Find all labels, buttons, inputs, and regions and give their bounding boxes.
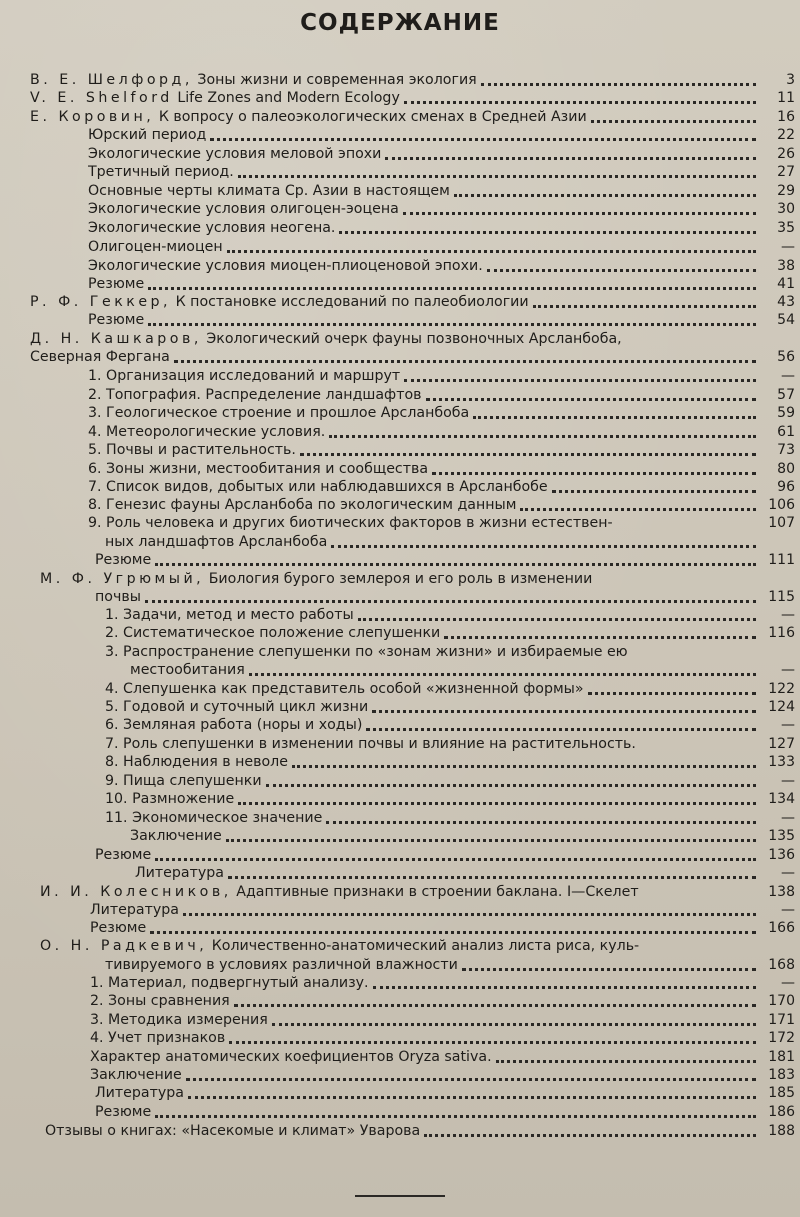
toc-entry-author: О. Н. Радкевич, [40, 938, 208, 954]
toc-entry-text [135, 865, 224, 882]
toc-entry-page: 30 [777, 201, 795, 217]
toc-entry [88, 385, 795, 404]
toc-entry-title: Резюме [88, 312, 145, 328]
dot-leader [533, 304, 756, 308]
toc-entry [105, 771, 795, 790]
dot-leader [234, 1003, 756, 1007]
toc-entry [30, 347, 795, 366]
toc-entry-page: 115 [768, 589, 795, 605]
toc-entry-author: Д. Н. Кашкаров, [30, 331, 202, 347]
dot-leader [329, 434, 756, 438]
toc-entry [88, 477, 795, 496]
dot-leader [174, 359, 756, 363]
toc-entry-text [88, 442, 296, 459]
toc-entry [40, 569, 795, 588]
toc-entry-title: ных ландшафтов Арсланбоба [105, 534, 328, 550]
toc-entry-title: Экологические условия неогена. [88, 220, 336, 236]
toc-entry-page: 3 [786, 72, 795, 88]
toc-entry [88, 459, 795, 478]
toc-entry-title: Отзывы о книгах: «Насекомые и климат» Уварова [45, 1123, 421, 1139]
toc-entry-title: Третичный период. [88, 164, 234, 180]
toc-entry-page: 111 [768, 552, 795, 568]
dot-leader [403, 211, 756, 215]
dot-leader [424, 1133, 756, 1137]
toc-entry-text [88, 515, 613, 532]
toc-entry-text [45, 1123, 420, 1140]
toc-entry-page: 138 [768, 884, 795, 900]
toc-entry-text [105, 644, 628, 661]
toc-entry [90, 991, 795, 1010]
toc-entry-text [30, 72, 477, 89]
toc-entry-title: 2. Топография. Распределение ландшафтов [88, 387, 422, 403]
toc-entry-page: 16 [777, 109, 795, 125]
toc-entry-title: 3. Геологическое строение и прошлое Арсланбоба [88, 405, 470, 421]
toc-entry-title: 4. Учет признаков [90, 1030, 226, 1046]
toc-entry [105, 623, 795, 642]
toc-entry-author: И. И. Колесников, [40, 884, 232, 900]
toc-entry-text [130, 662, 245, 679]
toc-entry-page: 116 [768, 625, 795, 641]
toc-entry-text [90, 1067, 182, 1084]
toc-entry-page: 166 [768, 920, 795, 936]
toc-entry-title: Количественно-анатомический анализ листа риса, куль- [211, 938, 640, 954]
dot-leader [426, 397, 757, 401]
toc-entry [88, 310, 795, 329]
toc-entry-page: 135 [768, 828, 795, 844]
dot-leader [462, 967, 756, 971]
dot-leader [473, 415, 756, 419]
toc-entry-text [105, 717, 362, 734]
dot-leader [385, 156, 756, 160]
dot-leader [591, 119, 756, 123]
toc-entry-text [95, 589, 141, 606]
dot-leader [326, 820, 756, 824]
toc-entry [90, 1010, 795, 1029]
toc-entry [95, 1102, 795, 1121]
toc-entry-title: 9. Пища слепушенки [105, 773, 262, 789]
toc-entry [40, 882, 795, 901]
toc-entry [105, 642, 795, 661]
toc-entry-text [88, 146, 381, 163]
toc-entry-text [88, 461, 428, 478]
toc-entry-page: 61 [777, 424, 795, 440]
toc-entry-title: местообитания [130, 662, 245, 678]
dot-leader [496, 1059, 756, 1063]
toc-entry-page: 26 [777, 146, 795, 162]
toc-entry [90, 1065, 795, 1084]
toc-entry-title: Резюме [88, 276, 145, 292]
toc-entry [30, 70, 795, 89]
toc-entry-title: Адаптивные признаки в строении баклана. I—Скелет [236, 884, 639, 900]
toc-entry-text [95, 1104, 151, 1121]
toc-entry-text [105, 957, 458, 974]
toc-entry-page: 181 [768, 1049, 795, 1065]
toc-entry-title: Заключение [90, 1067, 182, 1083]
toc-entry-author: В. Е. Шелфорд, [30, 72, 193, 88]
toc-entry [105, 605, 795, 624]
toc-entry-page: 188 [768, 1123, 795, 1139]
dot-leader [226, 838, 756, 842]
toc-entry-page: — [781, 717, 795, 733]
dot-leader [183, 912, 756, 916]
toc-entry [95, 587, 795, 606]
toc-entry-page: 11 [777, 90, 795, 106]
toc-entry-text [90, 975, 369, 992]
toc-entry-text [105, 754, 288, 771]
toc-entry-page: — [781, 865, 795, 881]
toc-entry [88, 440, 795, 459]
toc-entry [88, 218, 795, 237]
dot-leader [300, 452, 756, 456]
toc-entry-page: 80 [777, 461, 795, 477]
toc-entry-text [30, 294, 529, 311]
toc-entry [88, 144, 795, 163]
dot-leader [145, 599, 756, 603]
toc-entry-page: — [781, 773, 795, 789]
toc-entry-title: К вопросу о палеоэкологических сменах в Средней Азии [158, 109, 587, 125]
dot-leader [148, 322, 756, 326]
dot-leader [228, 875, 756, 879]
toc-entry-text [88, 127, 206, 144]
toc-entry-text [105, 534, 327, 551]
toc-entry [90, 1028, 795, 1047]
toc-entry [88, 513, 795, 532]
toc-entry-text [40, 938, 639, 955]
toc-entry-title: 2. Систематическое положение слепушенки [105, 625, 441, 641]
toc-entry [30, 88, 795, 107]
toc-entry-page: — [781, 368, 795, 384]
toc-entry-title: Life Zones and Modern Ecology [177, 90, 400, 106]
dot-leader [210, 137, 756, 141]
toc-entry-title: Основные черты климата Ср. Азии в настоящем [88, 183, 450, 199]
toc-entry-title: Литература [95, 1085, 184, 1101]
toc-entry [88, 422, 795, 441]
toc-entry-page: 183 [768, 1067, 795, 1083]
toc-entry-text [30, 90, 400, 107]
toc-entry-text [88, 201, 399, 218]
toc-entry-title: 8. Генезис фауны Арсланбоба по экологическим данным [88, 497, 517, 513]
toc-entry-page: 186 [768, 1104, 795, 1120]
dot-leader [487, 268, 756, 272]
dot-leader [148, 286, 756, 290]
toc-entry-title: 7. Роль слепушенки в изменении почвы и влияние на растительность. [105, 736, 636, 752]
toc-entry-title: 4. Метеорологические условия. [88, 424, 326, 440]
toc-entry-text [95, 1085, 184, 1102]
toc-entry-text [30, 331, 622, 348]
toc-entry-title: 1. Материал, подвергнутый анализу. [90, 975, 369, 991]
toc-entry-title: Характер анатомических коефициентов Oryza sativa. [90, 1049, 492, 1065]
toc-entry-title: 4. Слепушенка как представитель особой «жизненной формы» [105, 681, 584, 697]
toc-entry-title: 1. Организация исследований и маршрут [88, 368, 401, 384]
toc-entry-title: 7. Список видов, добытых или наблюдавшихся в Арсланбобе [88, 479, 548, 495]
dot-leader [186, 1077, 756, 1081]
toc-entry [45, 1121, 795, 1140]
toc-entry-text [88, 220, 335, 237]
toc-entry-title: Заключение [130, 828, 222, 844]
toc-entry-text [88, 405, 469, 422]
toc-entry-page: 185 [768, 1085, 795, 1101]
toc-entry-text [105, 681, 584, 698]
toc-entry-title: 10. Размножение [105, 791, 235, 807]
dot-leader [454, 193, 756, 197]
dot-leader [238, 801, 756, 805]
toc-entry [130, 826, 795, 845]
toc-entry-text [90, 1049, 492, 1066]
toc-entry-title: 6. Зоны жизни, местообитания и сообщества [88, 461, 429, 477]
toc-entry-title: 2. Зоны сравнения [90, 993, 230, 1009]
toc-entry [90, 900, 795, 919]
toc-entry [135, 863, 795, 882]
toc-entry-page: 168 [768, 957, 795, 973]
toc-entry-page: 124 [768, 699, 795, 715]
toc-entry-page: 54 [777, 312, 795, 328]
toc-entry-title: Литература [90, 902, 179, 918]
dot-leader [404, 100, 756, 104]
toc-entry-title: Резюме [95, 1104, 152, 1120]
toc-entry-title: Экологические условия миоцен-плиоценовой эпохи. [88, 258, 483, 274]
toc-entry [90, 973, 795, 992]
dot-leader [358, 617, 756, 621]
toc-entry-author: Е. Коровин, [30, 109, 155, 125]
toc-entry [90, 918, 795, 937]
toc-entry-page: 170 [768, 993, 795, 1009]
dot-leader [266, 783, 756, 787]
toc-entry-title: Зоны жизни и современная экология [197, 72, 477, 88]
toc-entry-text [95, 847, 151, 864]
toc-entry [88, 256, 795, 275]
dot-leader [373, 985, 756, 989]
toc-entry-title: Резюме [95, 847, 152, 863]
dot-leader [238, 174, 756, 178]
toc-entry [105, 808, 795, 827]
dot-leader [155, 562, 756, 566]
toc-entry [105, 715, 795, 734]
toc-entry-title: 6. Земляная работа (норы и ходы) [105, 717, 363, 733]
toc-entry-page: 172 [768, 1030, 795, 1046]
toc-entry-text [90, 920, 146, 937]
toc-entry-text [90, 902, 179, 919]
toc-entry-author: Р. Ф. Геккер, [30, 294, 172, 310]
toc-entry [88, 274, 795, 293]
toc-entry-text [88, 258, 483, 275]
toc-entry-title: 1. Задачи, метод и место работы [105, 607, 354, 623]
toc-entry-title: 3. Методика измерения [90, 1012, 268, 1028]
toc-entry [30, 107, 795, 126]
toc-entry-title: 5. Почвы и растительность. [88, 442, 296, 458]
toc-entry-page: 96 [777, 479, 795, 495]
page-title: СОДЕРЖАНИЕ [300, 10, 500, 36]
dot-leader [588, 691, 756, 695]
dot-leader [188, 1095, 756, 1099]
toc-entry [40, 936, 795, 955]
toc-entry-title: Экологический очерк фауны позвоночных Арсланбоба, [206, 331, 622, 347]
toc-entry [95, 550, 795, 569]
toc-entry-page: — [781, 902, 795, 918]
toc-entry-page: 38 [777, 258, 795, 274]
dot-leader [229, 1040, 756, 1044]
toc-entry-page: 133 [768, 754, 795, 770]
toc-entry-page: 134 [768, 791, 795, 807]
toc-entry [88, 181, 795, 200]
dot-leader [520, 507, 756, 511]
toc-entry-title: 11. Экономическое значение [105, 810, 323, 826]
toc-entry [88, 403, 795, 422]
toc-entry-title: тивируемого в условиях различной влажности [105, 957, 458, 973]
toc-entry-text [40, 571, 592, 588]
toc-entry-text [88, 312, 144, 329]
toc-entry-page: 127 [768, 736, 795, 752]
toc-entry [88, 162, 795, 181]
toc-entry-author: V. E. Shelford [30, 90, 173, 106]
toc-entry-author: М. Ф. Угрюмый, [40, 571, 205, 587]
toc-entry [30, 329, 795, 348]
toc-entry-text [88, 424, 325, 441]
toc-entry-text [90, 993, 230, 1010]
toc-entry-text [105, 625, 440, 642]
toc-entry-text [40, 884, 639, 901]
toc-entry [88, 199, 795, 218]
toc-entry [105, 789, 795, 808]
toc-entry-title: Литература [135, 865, 224, 881]
toc-entry-text [88, 164, 234, 181]
toc-entry-title: 8. Наблюдения в неволе [105, 754, 288, 770]
toc-entry [105, 532, 760, 551]
toc-entry-page: — [781, 662, 795, 678]
toc-entry [105, 734, 795, 753]
toc-entry-text [90, 1012, 268, 1029]
toc-entry-page: 57 [777, 387, 795, 403]
toc-entry-text [105, 699, 368, 716]
dot-leader [372, 709, 756, 713]
toc-entry-text [90, 1030, 225, 1047]
toc-entry-title: Резюме [90, 920, 147, 936]
toc-entry-title: Экологические условия меловой эпохи [88, 146, 382, 162]
toc-entry-title: 9. Роль человека и других биотических факторов в жизни естествен- [88, 515, 613, 531]
toc-entry-page: — [781, 810, 795, 826]
toc-entry-page: 35 [777, 220, 795, 236]
toc-entry-page: 59 [777, 405, 795, 421]
toc-entry-title: Резюме [95, 552, 152, 568]
dot-leader [552, 489, 756, 493]
dot-leader [155, 857, 756, 861]
dot-leader [432, 471, 756, 475]
dot-leader [249, 672, 756, 676]
toc-entry [105, 955, 795, 974]
toc-entry [88, 366, 795, 385]
toc-entry-text [88, 387, 422, 404]
toc-entry-page: 43 [777, 294, 795, 310]
toc-entry-title: К постановке исследований по палеобиологии [175, 294, 529, 310]
toc-entry [105, 752, 795, 771]
toc-entry-title: 5. Годовой и суточный цикл жизни [105, 699, 369, 715]
toc-entry-text [88, 276, 144, 293]
toc-entry-text [88, 497, 516, 514]
toc-entry-title: Экологические условия олигоцен-эоцена [88, 201, 399, 217]
toc-entry-title: 3. Распространение слепушенки по «зонам жизни» и избираемые ею [105, 644, 628, 660]
dot-leader [227, 249, 756, 253]
toc-entry [88, 125, 795, 144]
toc-entry-title: почвы [95, 589, 141, 605]
dot-leader [292, 764, 756, 768]
dot-leader [331, 544, 756, 548]
toc-entry-page: 107 [768, 515, 795, 531]
toc-entry-text [88, 368, 400, 385]
dot-leader [366, 727, 756, 731]
toc-entry-text [105, 607, 354, 624]
toc-entry-page: 56 [777, 349, 795, 365]
toc-entry-page: 106 [768, 497, 795, 513]
dot-leader [481, 82, 756, 86]
toc-entry [88, 495, 795, 514]
toc-entry [30, 292, 795, 311]
toc-entry-text [105, 773, 262, 790]
dot-leader [444, 635, 756, 639]
toc-entry-text [95, 552, 151, 569]
toc-entry-text [105, 736, 636, 753]
dot-leader [155, 1114, 756, 1118]
toc-entry-text [30, 109, 587, 126]
toc-entry-page: — [781, 975, 795, 991]
toc-entry-title: Биология бурого землероя и его роль в изменении [208, 571, 593, 587]
toc-entry [88, 237, 795, 256]
toc-entry-page: 73 [777, 442, 795, 458]
dot-leader [339, 230, 756, 234]
toc-entry [90, 1047, 795, 1066]
toc-entry-text [88, 239, 223, 256]
toc-entry-page: 41 [777, 276, 795, 292]
toc-entry [95, 845, 795, 864]
toc-entry-page: — [781, 607, 795, 623]
toc-entry-page: 29 [777, 183, 795, 199]
toc-entry-text [105, 791, 234, 808]
toc-entry [105, 679, 795, 698]
dot-leader [404, 378, 756, 382]
toc-entry [95, 1083, 795, 1102]
toc-entry-text [130, 828, 222, 845]
toc-entry [105, 697, 795, 716]
toc-entry-title: Юрский период [88, 127, 207, 143]
toc-entry-text [88, 183, 450, 200]
toc-entry-page: 122 [768, 681, 795, 697]
toc-entry-page: — [781, 239, 795, 255]
toc-entry-page: 22 [777, 127, 795, 143]
toc-entry-title: Олигоцен-миоцен [88, 239, 223, 255]
toc-entry [130, 660, 795, 679]
toc-entry-page: 171 [768, 1012, 795, 1028]
toc-entry-text [30, 349, 170, 366]
separator-line [355, 1195, 445, 1197]
toc-entry-page: 136 [768, 847, 795, 863]
toc-entry-page: 27 [777, 164, 795, 180]
dot-leader [272, 1022, 756, 1026]
toc-entry-title: Северная Фергана [30, 349, 170, 365]
toc-entry-text [105, 810, 322, 827]
toc-entry-text [88, 479, 548, 496]
dot-leader [150, 930, 756, 934]
